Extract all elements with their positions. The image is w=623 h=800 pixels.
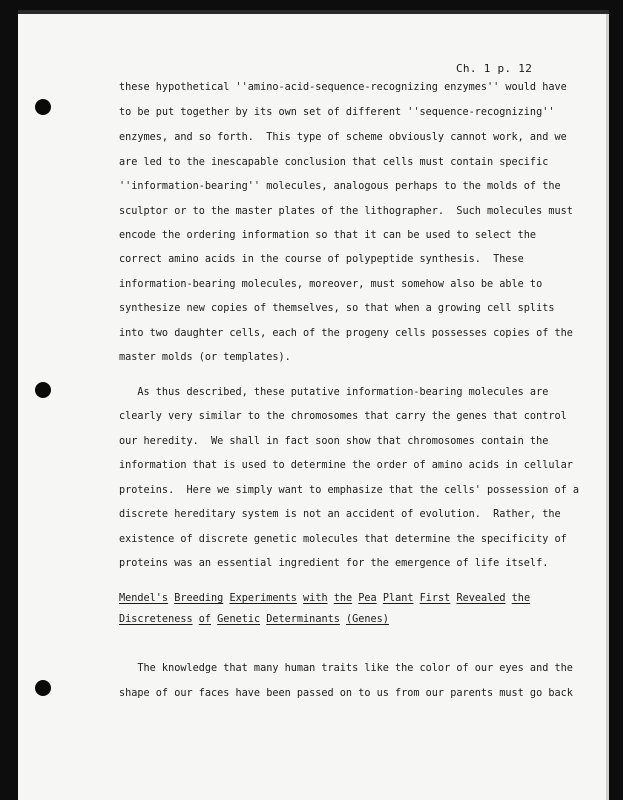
heading-word: the xyxy=(511,593,531,604)
paragraph_2-line-4: information that is used to determine the order of amino acids in cellular xyxy=(119,460,573,471)
heading-word: Plant xyxy=(382,593,414,604)
paragraph_2-line-6: discrete hereditary system is not an accident of evolution. Rather, the xyxy=(119,509,561,520)
punch-hole-bottom xyxy=(35,680,51,696)
section-heading-line_1 xyxy=(119,593,530,605)
paragraph_1-line-12: master molds (or templates). xyxy=(119,352,291,363)
heading-word: Discreteness xyxy=(119,614,193,625)
paragraph_2-line-5: proteins. Here we simply want to emphasize that the cells' possession of a xyxy=(119,485,580,496)
paragraph_3-line-2: shape of our faces have been passed on to us from our parents must go back xyxy=(119,688,573,699)
heading-word: Experiments xyxy=(229,593,297,604)
section-heading-line_2 xyxy=(119,614,389,626)
paragraph_1-line-6: sculptor or to the master plates of the lithographer. Such molecules must xyxy=(119,206,573,217)
punch-hole-top xyxy=(35,99,51,115)
punch-hole-middle xyxy=(35,382,51,398)
paragraph_1-line-7: encode the ordering information so that it can be used to select the xyxy=(119,230,537,241)
paragraph_2-line-7: existence of discrete genetic molecules that determine the specificity of xyxy=(119,534,567,545)
paragraph_1-line-5: ''information-bearing'' molecules, analogous perhaps to the molds of the xyxy=(119,181,561,192)
heading-word: Mendel's xyxy=(119,593,169,604)
paragraph_1-line-8: correct amino acids in the course of polypeptide synthesis. These xyxy=(119,254,524,265)
paragraph_1-line-10: synthesize new copies of themselves, so that when a growing cell splits xyxy=(119,303,555,314)
heading-word: (Genes) xyxy=(346,614,389,625)
paragraph_1-line-9: information-bearing molecules, moreover, must somehow also be able to xyxy=(119,279,543,290)
heading-word: of xyxy=(198,614,212,625)
paragraph_1-line-4: are led to the inescapable conclusion that cells must contain specific xyxy=(119,157,549,168)
heading-word: Pea xyxy=(358,593,377,604)
paragraph_2-line-3: our heredity. We shall in fact soon show that chromosomes contain the xyxy=(119,436,549,447)
paragraph_1-line-1: these hypothetical ''amino-acid-sequence-recognizing enzymes'' would have xyxy=(119,82,567,93)
heading-word: the xyxy=(333,593,353,604)
paragraph_2-line-8: proteins was an essential ingredient for the emergence of life itself. xyxy=(119,558,549,569)
heading-word: Determinants xyxy=(266,614,340,625)
heading-word: with xyxy=(303,593,328,604)
heading-word: First xyxy=(419,593,451,604)
paragraph_3-line-1: The knowledge that many human traits like the color of our eyes and the xyxy=(119,663,573,674)
page-right-edge xyxy=(606,14,609,800)
paragraph_1-line-2: to be put together by its own set of different ''sequence-recognizing'' xyxy=(119,107,555,118)
heading-word: Revealed xyxy=(456,593,506,604)
paragraph_2-line-1: As thus described, these putative information-bearing molecules are xyxy=(119,387,549,398)
paragraph_2-line-2: clearly very similar to the chromosomes that carry the genes that control xyxy=(119,411,567,422)
page-number: Ch. 1 p. 12 xyxy=(456,62,533,75)
paragraph_1-line-11: into two daughter cells, each of the progeny cells possesses copies of the xyxy=(119,328,573,339)
paragraph_1-line-3: enzymes, and so forth. This type of scheme obviously cannot work, and we xyxy=(119,132,567,143)
heading-word: Genetic xyxy=(217,614,261,625)
heading-word: Breeding xyxy=(174,593,224,604)
